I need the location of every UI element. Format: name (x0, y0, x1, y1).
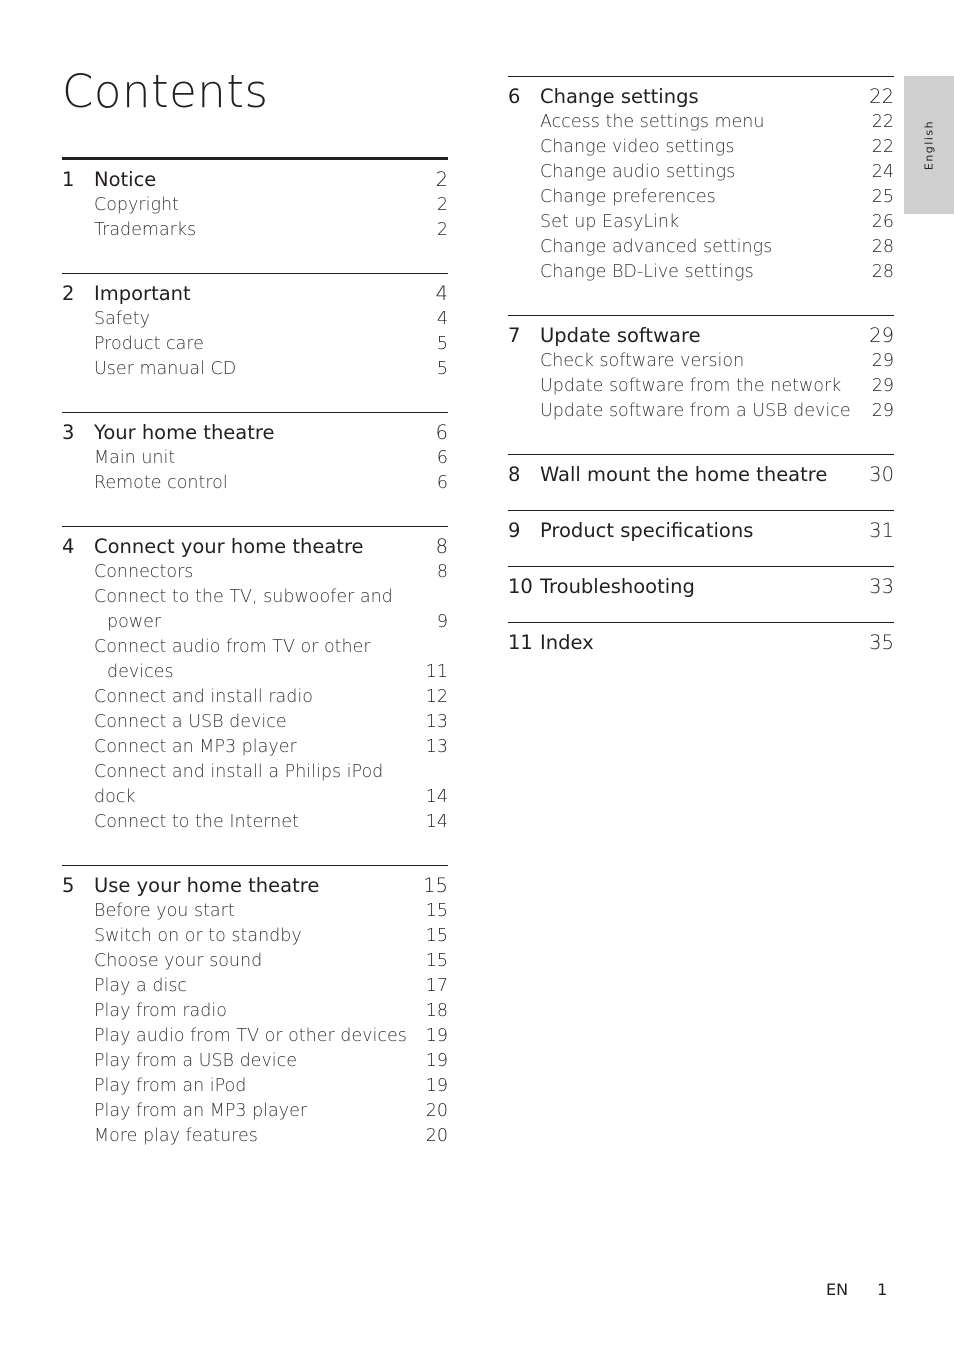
subentry-label-text: Safety (94, 309, 150, 329)
subentry-label (62, 471, 448, 496)
toc-subentry[interactable] (62, 974, 448, 999)
toc-subentry[interactable] (62, 735, 448, 760)
chapter-number: 6 (508, 85, 521, 108)
subentry-page: 19 (425, 1051, 448, 1071)
subentry-page: 28 (871, 237, 894, 257)
subentry-label (62, 307, 448, 332)
toc-subentry[interactable] (62, 999, 448, 1024)
toc-subentry[interactable] (62, 193, 448, 218)
subentry-label-text: Play from an MP3 player (94, 1101, 308, 1121)
toc-subentry[interactable] (62, 307, 448, 332)
toc-section (508, 315, 894, 454)
subentry-label-text: Remote control (94, 473, 228, 493)
subentry-page: 14 (425, 812, 448, 832)
language-tab (904, 76, 954, 214)
subentry-label-text: Copyright (94, 195, 179, 215)
toc-chapter-entry[interactable] (508, 323, 894, 349)
toc-subentry[interactable] (508, 260, 894, 285)
subentry-label-text: Check software version (540, 351, 745, 371)
toc-chapter-entry[interactable] (62, 167, 448, 193)
chapter-page: 15 (423, 874, 448, 897)
toc-section (508, 76, 894, 315)
toc-chapter-entry[interactable] (508, 84, 894, 110)
subentry-label (62, 710, 448, 735)
subentry-page: 13 (425, 712, 448, 732)
subentry-label (62, 810, 448, 835)
toc-subentry[interactable] (62, 924, 448, 949)
subentry-label-text: Change preferences (540, 187, 716, 207)
subentry-page: 5 (436, 334, 448, 354)
subentry-page: 4 (436, 309, 448, 329)
toc-section (508, 454, 894, 510)
footer-page-number: 1 (877, 1280, 888, 1299)
chapter-title: Index (540, 631, 594, 654)
toc-chapter-entry[interactable] (62, 281, 448, 307)
page-footer (826, 1280, 887, 1299)
subentry-label (62, 218, 448, 243)
chapter-page: 33 (869, 575, 894, 598)
subentry-page: 8 (436, 562, 448, 582)
subentry-label-text: Connect to the TV, subwoofer and (94, 587, 393, 607)
chapter-number: 9 (508, 519, 521, 542)
subentry-page: 29 (871, 351, 894, 371)
subentry-label (62, 193, 448, 218)
subentry-label (62, 560, 448, 585)
subentry-label-text: Play a disc (94, 976, 188, 996)
subentry-label-text: Change advanced settings (540, 237, 773, 257)
subentry-page: 24 (871, 162, 894, 182)
chapter-number: 11 (508, 631, 533, 654)
toc-subentry[interactable] (508, 160, 894, 185)
toc-subentry[interactable] (508, 349, 894, 374)
toc-section (508, 566, 894, 622)
subentry-label-text: Update software from the network (540, 376, 842, 396)
subentry-label-text: Product care (94, 334, 204, 354)
subentry-label-text: Access the settings menu (540, 112, 765, 132)
toc-chapter-entry[interactable] (508, 462, 894, 488)
toc-subentry[interactable] (62, 1049, 448, 1074)
subentry-page: 11 (425, 662, 448, 682)
chapter-page: 29 (869, 324, 894, 347)
toc-subentry[interactable] (62, 332, 448, 357)
subentry-label-text: User manual CD (94, 359, 237, 379)
chapter-page: 6 (435, 421, 448, 444)
subentry-page: 22 (871, 112, 894, 132)
toc-subentry[interactable] (62, 949, 448, 974)
subentry-label-text: Connect to the Internet (94, 812, 299, 832)
subentry-label (508, 210, 894, 235)
toc-chapter-entry[interactable] (62, 420, 448, 446)
toc-subentry[interactable] (508, 374, 894, 399)
toc-section (508, 622, 894, 678)
toc-subentry[interactable] (508, 399, 894, 424)
chapter-page: 22 (869, 85, 894, 108)
subentry-label-text: Change BD-Live settings (540, 262, 754, 282)
toc-subentry[interactable] (508, 135, 894, 160)
chapter-title: Wall mount the home theatre (540, 463, 828, 486)
subentry-page: 19 (425, 1076, 448, 1096)
subentry-label-text: Change video settings (540, 137, 735, 157)
subentry-label (508, 185, 894, 210)
toc-column-left (62, 157, 448, 1149)
toc-section (62, 865, 448, 1149)
subentry-label (508, 260, 894, 285)
toc-chapter-entry[interactable] (508, 574, 894, 600)
subentry-page: 15 (425, 901, 448, 921)
subentry-label-text: Connect and install a Philips iPod dock (94, 762, 384, 807)
subentry-label-text: Connect audio from TV or other (94, 637, 371, 657)
subentry-label (62, 999, 448, 1024)
subentry-page: 20 (425, 1126, 448, 1146)
toc-subentry[interactable] (62, 710, 448, 735)
toc-section (508, 510, 894, 566)
subentry-page: 9 (436, 612, 448, 632)
chapter-title: Notice (94, 168, 157, 191)
subentry-page: 2 (436, 195, 448, 215)
toc-subentry[interactable] (62, 357, 448, 382)
toc-subentry[interactable] (62, 560, 448, 585)
chapter-number: 1 (62, 168, 75, 191)
subentry-label-text: Update software from a USB device (540, 401, 851, 421)
subentry-page: 14 (425, 787, 448, 807)
chapter-title: Troubleshooting (540, 575, 695, 598)
toc-subentry[interactable] (62, 1074, 448, 1099)
subentry-label-text: Before you start (94, 901, 235, 921)
subentry-page: 19 (425, 1026, 448, 1046)
subentry-page: 20 (425, 1101, 448, 1121)
subentry-label (62, 585, 448, 635)
subentry-label-continuation: power (107, 612, 162, 632)
subentry-label-text: Trademarks (94, 220, 197, 240)
chapter-page: 31 (869, 519, 894, 542)
chapter-title: Product specifications (540, 519, 754, 542)
subentry-label (508, 160, 894, 185)
subentry-page: 25 (871, 187, 894, 207)
language-tab-label: English (922, 119, 936, 171)
toc-subentry[interactable] (62, 1124, 448, 1149)
subentry-label (62, 974, 448, 999)
subentry-label-text: More play features (94, 1126, 258, 1146)
toc-subentry[interactable] (62, 218, 448, 243)
chapter-page: 8 (435, 535, 448, 558)
subentry-label (62, 1124, 448, 1149)
subentry-label (62, 949, 448, 974)
subentry-page: 6 (436, 448, 448, 468)
subentry-label (508, 235, 894, 260)
chapter-number: 3 (62, 421, 75, 444)
subentry-label (508, 399, 894, 424)
toc-subentry[interactable] (62, 810, 448, 835)
subentry-label (62, 760, 448, 810)
toc-section (62, 273, 448, 412)
toc-chapter-entry[interactable] (508, 630, 894, 656)
subentry-page: 17 (425, 976, 448, 996)
subentry-label (62, 924, 448, 949)
subentry-page: 15 (425, 926, 448, 946)
subentry-label-text: Change audio settings (540, 162, 736, 182)
subentry-page: 28 (871, 262, 894, 282)
subentry-label-text: Play from radio (94, 1001, 227, 1021)
toc-subentry[interactable] (508, 210, 894, 235)
subentry-label-text: Connect and install radio (94, 687, 313, 707)
chapter-title: Update software (540, 324, 701, 347)
subentry-label (62, 446, 448, 471)
subentry-label-text: Switch on or to standby (94, 926, 302, 946)
toc-chapter-entry[interactable] (62, 873, 448, 899)
subentry-label-text: Play audio from TV or other devices (94, 1026, 407, 1046)
subentry-page: 6 (436, 473, 448, 493)
subentry-label-text: Connect a USB device (94, 712, 287, 732)
subentry-label (508, 349, 894, 374)
subentry-page: 12 (425, 687, 448, 707)
subentry-label (62, 357, 448, 382)
chapter-title: Important (94, 282, 191, 305)
toc-chapter-entry[interactable] (62, 534, 448, 560)
toc-subentry[interactable] (62, 1024, 448, 1049)
chapter-page: 30 (869, 463, 894, 486)
subentry-label (62, 332, 448, 357)
chapter-title: Change settings (540, 85, 699, 108)
subentry-label-text: Connect an MP3 player (94, 737, 297, 757)
subentry-label-text: Play from an iPod (94, 1076, 247, 1096)
subentry-page: 2 (436, 220, 448, 240)
subentry-page: 13 (425, 737, 448, 757)
subentry-label (62, 1074, 448, 1099)
toc-subentry[interactable] (62, 1099, 448, 1124)
toc-subentry[interactable] (62, 471, 448, 496)
toc-section (62, 157, 448, 273)
chapter-number: 7 (508, 324, 521, 347)
subentry-label (62, 1024, 448, 1049)
subentry-label-text: Set up EasyLink (540, 212, 680, 232)
chapter-page: 2 (435, 168, 448, 191)
page-title: Contents (62, 65, 269, 118)
toc-column-right (508, 76, 894, 678)
toc-subentry[interactable] (62, 760, 448, 810)
toc-subentry[interactable] (508, 110, 894, 135)
subentry-page: 29 (871, 401, 894, 421)
subentry-page: 29 (871, 376, 894, 396)
subentry-page: 22 (871, 137, 894, 157)
toc-chapter-entry[interactable] (508, 518, 894, 544)
toc-subentry[interactable] (508, 185, 894, 210)
toc-subentry[interactable] (62, 899, 448, 924)
chapter-number: 10 (508, 575, 533, 598)
toc-subentry[interactable] (62, 685, 448, 710)
chapter-number: 5 (62, 874, 75, 897)
subentry-label-text: Main unit (94, 448, 176, 468)
subentry-page: 18 (425, 1001, 448, 1021)
footer-language: EN (826, 1280, 849, 1299)
toc-subentry[interactable] (62, 585, 448, 635)
subentry-label (62, 735, 448, 760)
subentry-label (508, 374, 894, 399)
subentry-label (62, 685, 448, 710)
chapter-page: 35 (869, 631, 894, 654)
chapter-title: Your home theatre (94, 421, 275, 444)
toc-subentry[interactable] (62, 635, 448, 685)
toc-section (62, 412, 448, 526)
subentry-label (508, 135, 894, 160)
toc-subentry[interactable] (508, 235, 894, 260)
subentry-label (62, 899, 448, 924)
chapter-number: 4 (62, 535, 75, 558)
subentry-label-continuation: devices (107, 662, 174, 682)
subentry-page: 15 (425, 951, 448, 971)
subentry-page: 26 (871, 212, 894, 232)
subentry-label (62, 1099, 448, 1124)
subentry-label (62, 1049, 448, 1074)
subentry-label (508, 110, 894, 135)
toc-section (62, 526, 448, 865)
subentry-label-text: Choose your sound (94, 951, 263, 971)
subentry-label-text: Connectors (94, 562, 194, 582)
toc-subentry[interactable] (62, 446, 448, 471)
chapter-number: 2 (62, 282, 75, 305)
subentry-page: 5 (436, 359, 448, 379)
subentry-label-text: Play from a USB device (94, 1051, 298, 1071)
chapter-title: Connect your home theatre (94, 535, 364, 558)
subentry-label (62, 635, 448, 685)
chapter-title: Use your home theatre (94, 874, 320, 897)
chapter-number: 8 (508, 463, 521, 486)
chapter-page: 4 (435, 282, 448, 305)
